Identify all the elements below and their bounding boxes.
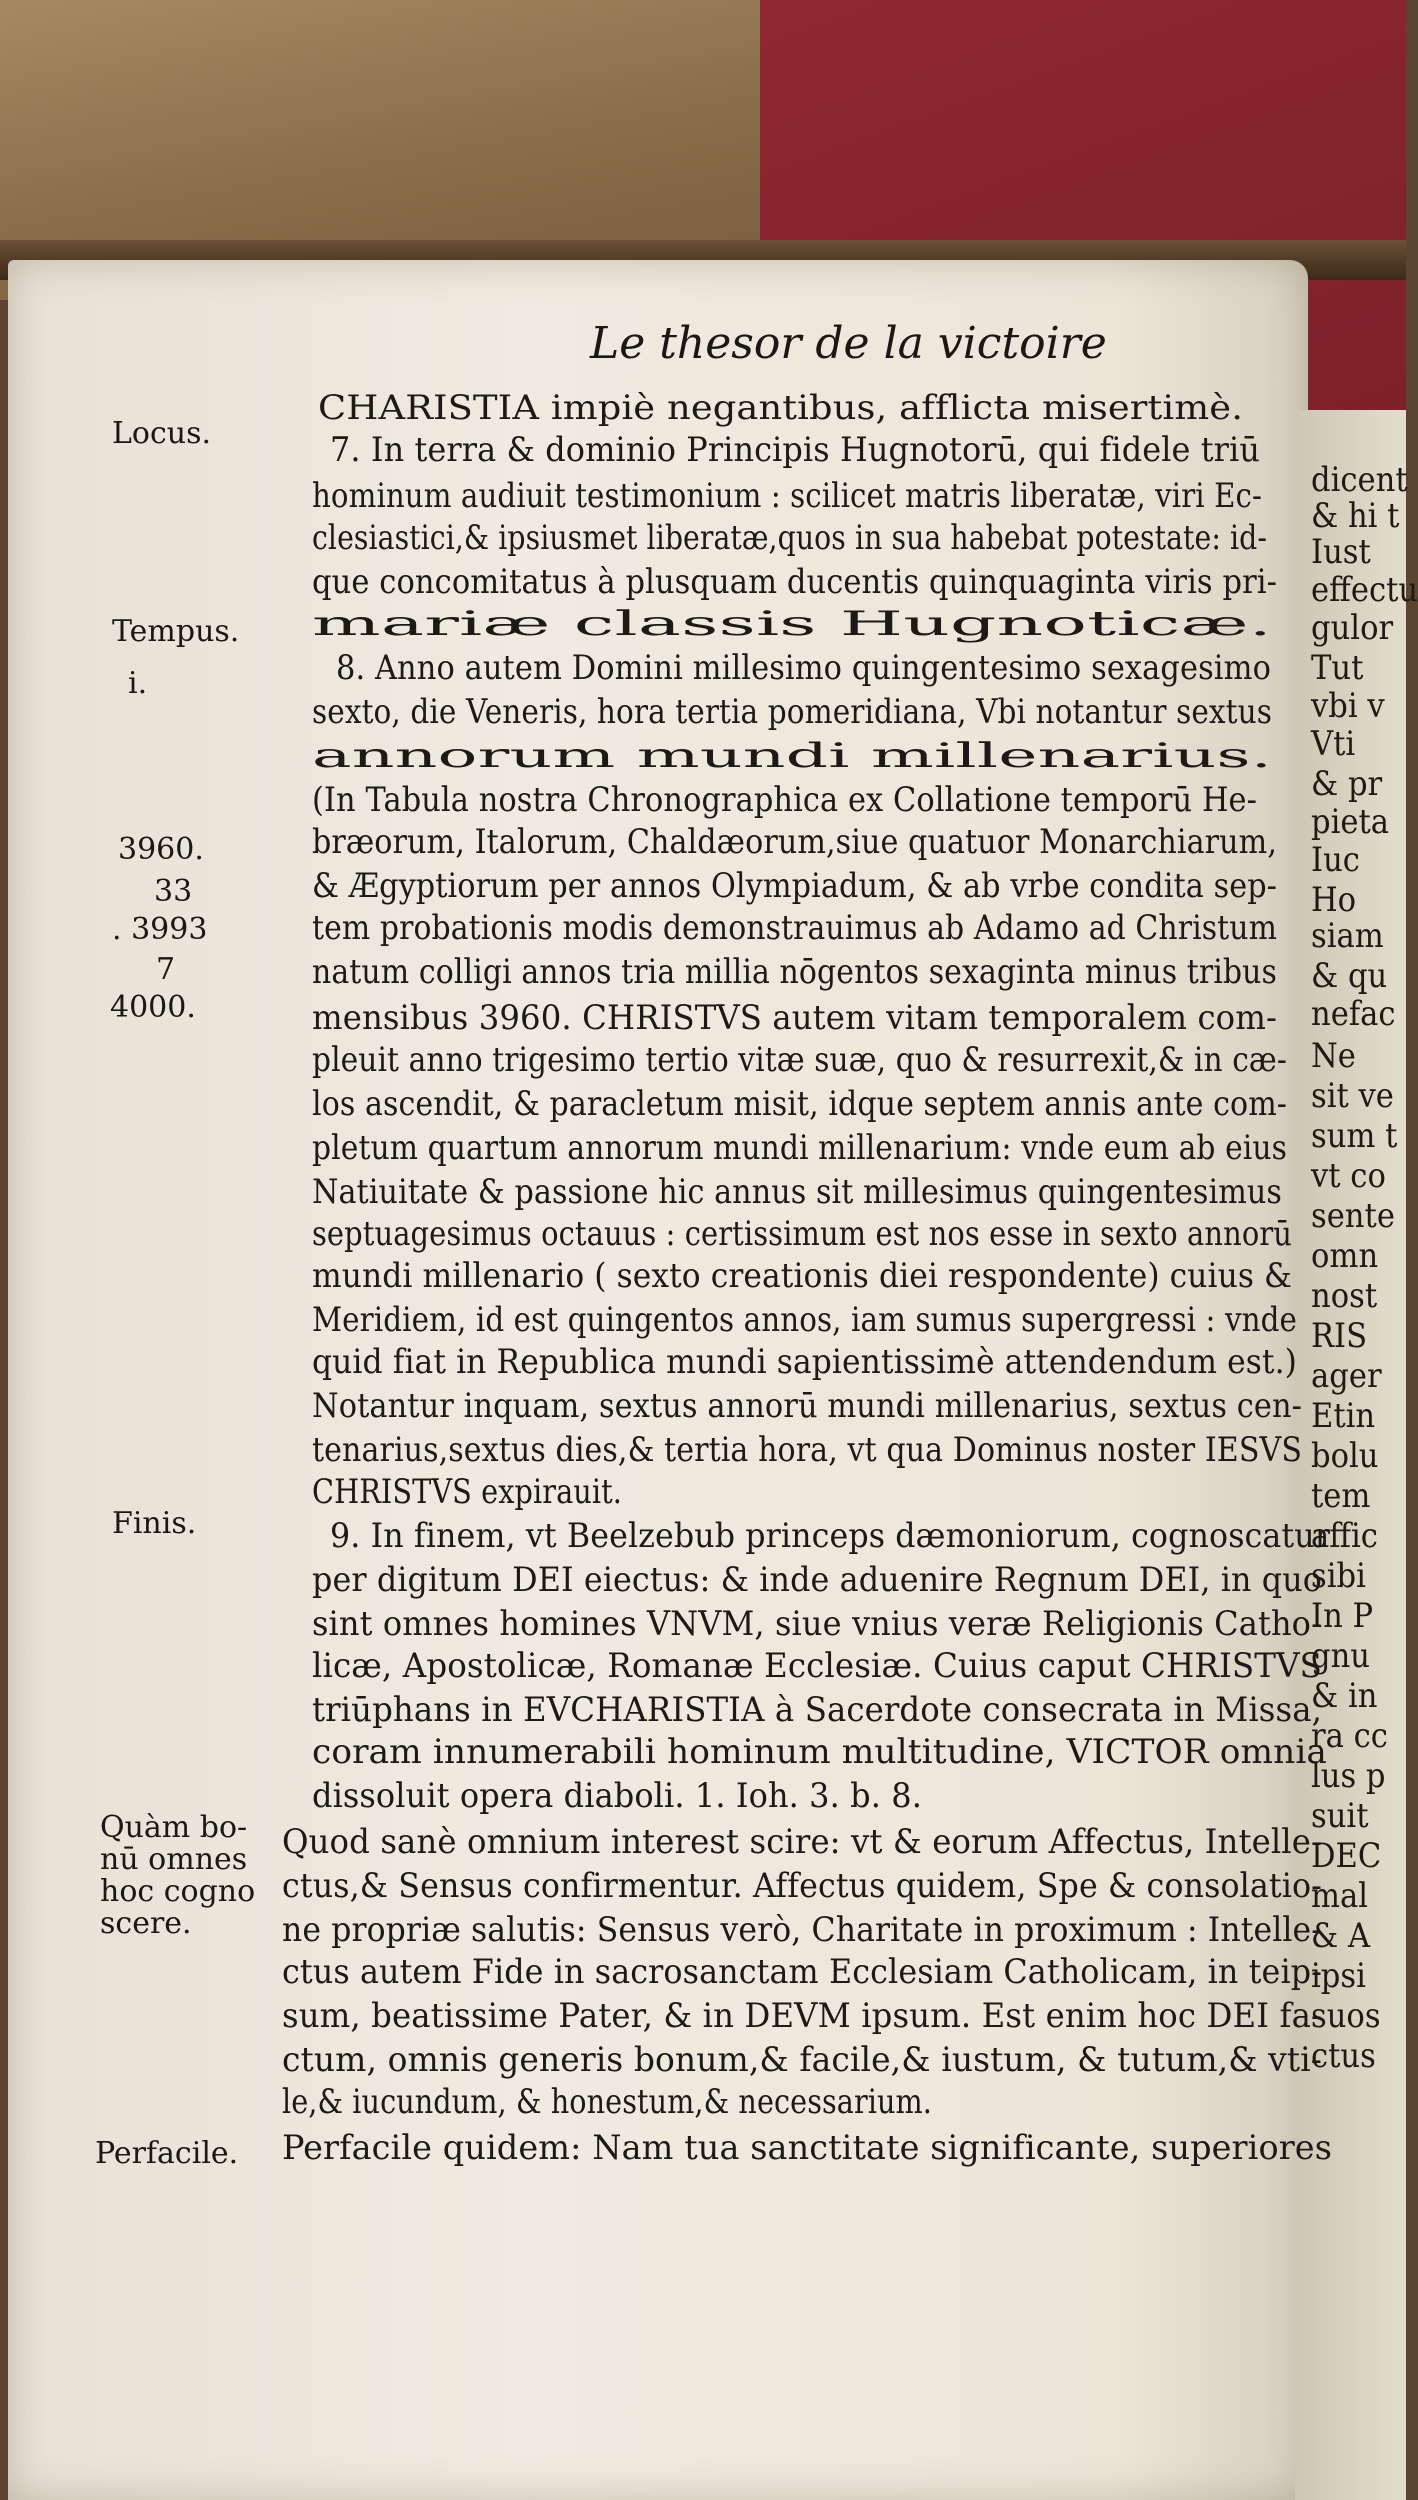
text-line: pleuit anno trigesimo tertio vitæ suæ, quo & resurrexit,& in cæ- — [312, 1040, 1287, 1080]
adjacent-page-fragment: bolu — [1311, 1436, 1379, 1476]
text-line: hominum audiuit testimonium : scilicet matris liberatæ, viri Ec- — [312, 476, 1262, 516]
adjacent-page-fragment: sit ve — [1311, 1076, 1394, 1116]
adjacent-page-fragment: omn — [1311, 1236, 1379, 1276]
text-line: Perfacile quidem: Nam tua sanctitate significante, superiores — [282, 2128, 1332, 2168]
adjacent-page — [1295, 410, 1418, 2500]
text-line: ctum, omnis generis bonum,& facile,& iustum, & tutum,& vti- — [282, 2040, 1322, 2080]
text-line: que concomitatus à plusquam ducentis quinquaginta viris pri- — [312, 562, 1277, 602]
text-line: CHRISTVS expirauit. — [312, 1472, 622, 1512]
adjacent-page-fragment: DEC — [1311, 1836, 1382, 1876]
adjacent-page-fragment: Iuc — [1311, 840, 1360, 880]
adjacent-page-fragment: & A — [1311, 1916, 1371, 1956]
text-line: 8. Anno autem Domini millesimo quingentesimo sexagesimo — [336, 648, 1271, 688]
text-line: Natiuitate & passione hic annus sit millesimus quingentesimus — [312, 1172, 1282, 1212]
adjacent-page-fragment: & in — [1311, 1676, 1378, 1716]
text-line: (In Tabula nostra Chronographica ex Collatione temporū He- — [312, 780, 1257, 820]
margin-note-num-3960: 3960. — [118, 832, 204, 867]
adjacent-page-fragment: nefac — [1311, 994, 1396, 1034]
adjacent-page-fragment: vt co — [1311, 1156, 1386, 1196]
margin-note-num-7: 7 — [156, 952, 176, 987]
text-line: annorum mundi millenarius. — [312, 736, 1272, 776]
margin-note-num-33: 33 — [154, 874, 193, 909]
margin-note-quam-bonum: Quàm bo- nū omnes hoc cogno scere. — [100, 1810, 256, 1941]
adjacent-page-fragment: vbi v — [1311, 686, 1385, 726]
adjacent-page-fragment: & hi t — [1311, 496, 1400, 536]
adjacent-page-fragment: RIS — [1311, 1316, 1368, 1356]
text-line: quid fiat in Republica mundi sapientissimè attendendum est.) — [312, 1342, 1297, 1382]
text-line: Notantur inquam, sextus annorū mundi millenarius, sextus cen- — [312, 1386, 1302, 1426]
text-line: Meridiem, id est quingentos annos, iam sumus supergressi : vnde — [312, 1300, 1297, 1340]
adjacent-page-fragment: gnu — [1311, 1636, 1371, 1676]
adjacent-page-fragment: In P — [1311, 1596, 1374, 1636]
adjacent-page-fragment: lus p — [1311, 1756, 1386, 1796]
text-line: natum colligi annos tria millia nōgentos sexaginta minus tribus — [312, 952, 1277, 992]
text-line: triūphans in EVCHARISTIA à Sacerdote consecrata in Missa, — [312, 1690, 1322, 1730]
text-line: bræorum, Italorum, Chaldæorum,siue quatuor Monarchiarum, — [312, 822, 1277, 862]
text-line: sint omnes homines VNVM, siue vnius veræ Religionis Catho- — [312, 1604, 1322, 1644]
text-line: tenarius,sextus dies,& tertia hora, vt qua Dominus noster IESVS — [312, 1430, 1302, 1470]
text-line: mundi millenario ( sexto creationis diei respondente) cuius & — [312, 1256, 1292, 1296]
text-line: CHARISTIA impiè negantibus, afflicta misertimè. — [318, 388, 1243, 428]
adjacent-page-fragment: ra cc — [1311, 1716, 1388, 1756]
margin-note-tempus: Tempus. — [112, 614, 240, 649]
text-line: & Ægyptiorum per annos Olympiadum, & ab vrbe condita sep- — [312, 866, 1277, 906]
running-head: Le thesor de la victoire — [590, 318, 1107, 369]
adjacent-page-fragment: sente — [1311, 1196, 1395, 1236]
adjacent-page-fragment: dicent — [1311, 460, 1408, 500]
margin-note-small-mark: i. — [128, 666, 148, 701]
adjacent-page-fragment: nost — [1311, 1276, 1378, 1316]
text-line: ctus,& Sensus confirmentur. Affectus quidem, Spe & consolatio- — [282, 1866, 1322, 1906]
text-line: dissoluit opera diaboli. 1. Ioh. 3. b. 8. — [312, 1776, 922, 1816]
text-line: los ascendit, & paracletum misit, idque septem annis ante com- — [312, 1084, 1287, 1124]
text-line: licæ, Apostolicæ, Romanæ Ecclesiæ. Cuius caput CHRISTVS — [312, 1646, 1322, 1686]
text-line: clesiastici,& ipsiusmet liberatæ,quos in sua habebat potestate: id- — [312, 518, 1267, 558]
adjacent-page-fragment: Ne — [1311, 1036, 1356, 1076]
adjacent-page-fragment: ipsi — [1311, 1956, 1366, 1996]
adjacent-page-fragment: pieta — [1311, 802, 1390, 842]
adjacent-page-fragment: & pr — [1311, 764, 1383, 804]
adjacent-page-fragment: sibi — [1311, 1556, 1366, 1596]
adjacent-page-fragment: Etin — [1311, 1396, 1376, 1436]
adjacent-page-fragment: ager — [1311, 1356, 1382, 1396]
text-line: le,& iucundum, & honestum,& necessarium. — [282, 2082, 932, 2122]
text-line: septuagesimus octauus : certissimum est nos esse in sexto annorū — [312, 1214, 1292, 1254]
adjacent-page-fragment: suos — [1311, 1996, 1381, 2036]
text-line: mariæ classis Hugnoticæ. — [312, 604, 1272, 644]
adjacent-page-fragment: Ho — [1311, 880, 1357, 920]
text-line: ne propriæ salutis: Sensus verò, Charitate in proximum : Intelle- — [282, 1910, 1322, 1950]
adjacent-page-fragment: suit — [1311, 1796, 1369, 1836]
text-line: Quod sanè omnium interest scire: vt & eorum Affectus, Intelle- — [282, 1822, 1322, 1862]
adjacent-page-fragment: gulor — [1311, 608, 1394, 648]
adjacent-page-fragment: Vti — [1311, 724, 1356, 764]
text-line: sexto, die Veneris, hora tertia pomeridiana, Vbi notantur sextus — [312, 692, 1272, 732]
adjacent-page-fragment: siam — [1311, 916, 1384, 956]
text-line: coram innumerabili hominum multitudine, VICTOR omnia — [312, 1732, 1327, 1772]
margin-note-locus: Locus. — [112, 416, 212, 451]
adjacent-page-fragment: effectu — [1311, 570, 1418, 610]
text-line: ctus autem Fide in sacrosanctam Ecclesiam Catholicam, in teip- — [282, 1952, 1322, 1992]
margin-note-perfacile: Perfacile. — [95, 2136, 239, 2171]
text-line: tem probationis modis demonstrauimus ab Adamo ad Christum — [312, 908, 1277, 948]
text-line: pletum quartum annorum mundi millenarium: vnde eum ab eius — [312, 1128, 1287, 1168]
adjacent-page-fragment: tem — [1311, 1476, 1371, 1516]
adjacent-page-fragment: ctus — [1311, 2036, 1376, 2076]
margin-note-finis: Finis. — [112, 1506, 197, 1541]
text-line: mensibus 3960. CHRISTVS autem vitam temporalem com- — [312, 998, 1277, 1038]
adjacent-page-fragment: sum t — [1311, 1116, 1398, 1156]
adjacent-page-fragment: mal — [1311, 1876, 1369, 1916]
adjacent-page-fragment: Iust — [1311, 532, 1371, 572]
margin-note-num-4000: 4000. — [110, 990, 196, 1025]
adjacent-page-fragment: & qu — [1311, 956, 1388, 996]
text-line: sum, beatissime Pater, & in DEVM ipsum. Est enim hoc DEI fa- — [282, 1996, 1322, 2036]
text-line: per digitum DEI eiectus: & inde aduenire Regnum DEI, in quo — [312, 1560, 1322, 1600]
text-line: 9. In finem, vt Beelzebub princeps dæmoniorum, cognoscatur — [330, 1516, 1330, 1556]
margin-note-num-3993: . 3993 — [112, 912, 208, 947]
adjacent-page-fragment: Tut — [1311, 648, 1364, 688]
adjacent-page-fragment: affic — [1311, 1516, 1378, 1556]
text-line: 7. In terra & dominio Principis Hugnotorū, qui fidele triū — [330, 430, 1260, 470]
